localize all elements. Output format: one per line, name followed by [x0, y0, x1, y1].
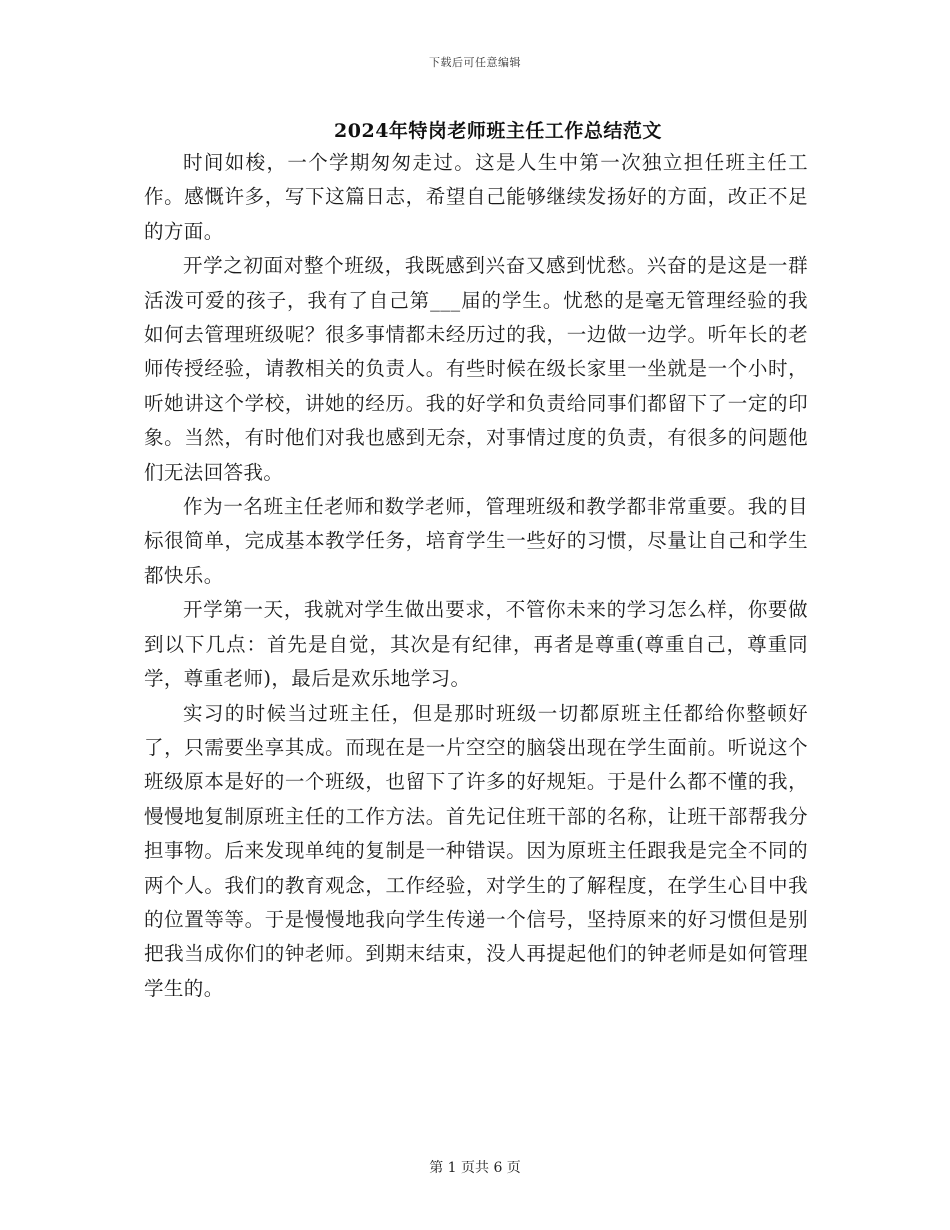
document-title: 2024年特岗老师班主任工作总结范文 [334, 120, 662, 142]
document-body [144, 146, 808, 1006]
paragraph: 时间如梭，一个学期匆匆走过。这是人生中第一次独立担任班主任工作。感慨许多，写下这篇日志，希望自己能够继续发扬好的方面，改正不足的方面。 [144, 151, 808, 243]
paragraph: 开学之初面对整个班级，我既感到兴奋又感到忧愁。兴奋的是这是一群活泼可爱的孩子，我有了自己第___届的学生。忧愁的是毫无管理经验的我如何去管理班级呢？很多事情都未经历过的我，一边做一边学。听年长的老师传授经验，请教相关的负责人。有些时候在级长家里一坐就是一个小时，听她讲这个学校，讲她的经历。我的好学和负责给同事们都留下了一定的印象。当然，有时他们对我也感到无奈，对事情过度的负责，有很多的问题他们无法回答我。 [144, 254, 808, 484]
paragraph: 作为一名班主任老师和数学老师，管理班级和教学都非常重要。我的目标很简单，完成基本教学任务，培育学生一些好的习惯，尽量让自己和学生都快乐。 [144, 495, 808, 587]
paragraph: 开学第一天，我就对学生做出要求，不管你未来的学习怎么样，你要做到以下几点：首先是自觉，其次是有纪律，再者是尊重(尊重自己，尊重同学，尊重老师)，最后是欢乐地学习。 [144, 598, 808, 691]
page-number: 第 1 页共 6 页 [429, 1160, 521, 1176]
page-header: 下载后可任意编辑 [429, 56, 521, 69]
paragraph: 实习的时候当过班主任，但是那时班级一切都原班主任都给你整顿好了，只需要坐享其成。而现在是一片空空的脑袋出现在学生面前。听说这个班级原本是好的一个班级，也留下了许多的好规矩。于是什么都不懂的我，慢慢地复制原班主任的工作方法。首先记住班干部的名称，让班干部帮我分担事物。后来发现单纯的复制是一种错误。因为原班主任跟我是完全不同的两个人。我们的教育观念，工作经验，对学生的了解程度，在学生心目中我的位置等等。于是慢慢地我向学生传递一个信号，坚持原来的好习惯但是别把我当成你们的钟老师。到期末结束，没人再提起他们的钟老师是如何管理学生的。 [144, 701, 808, 1000]
